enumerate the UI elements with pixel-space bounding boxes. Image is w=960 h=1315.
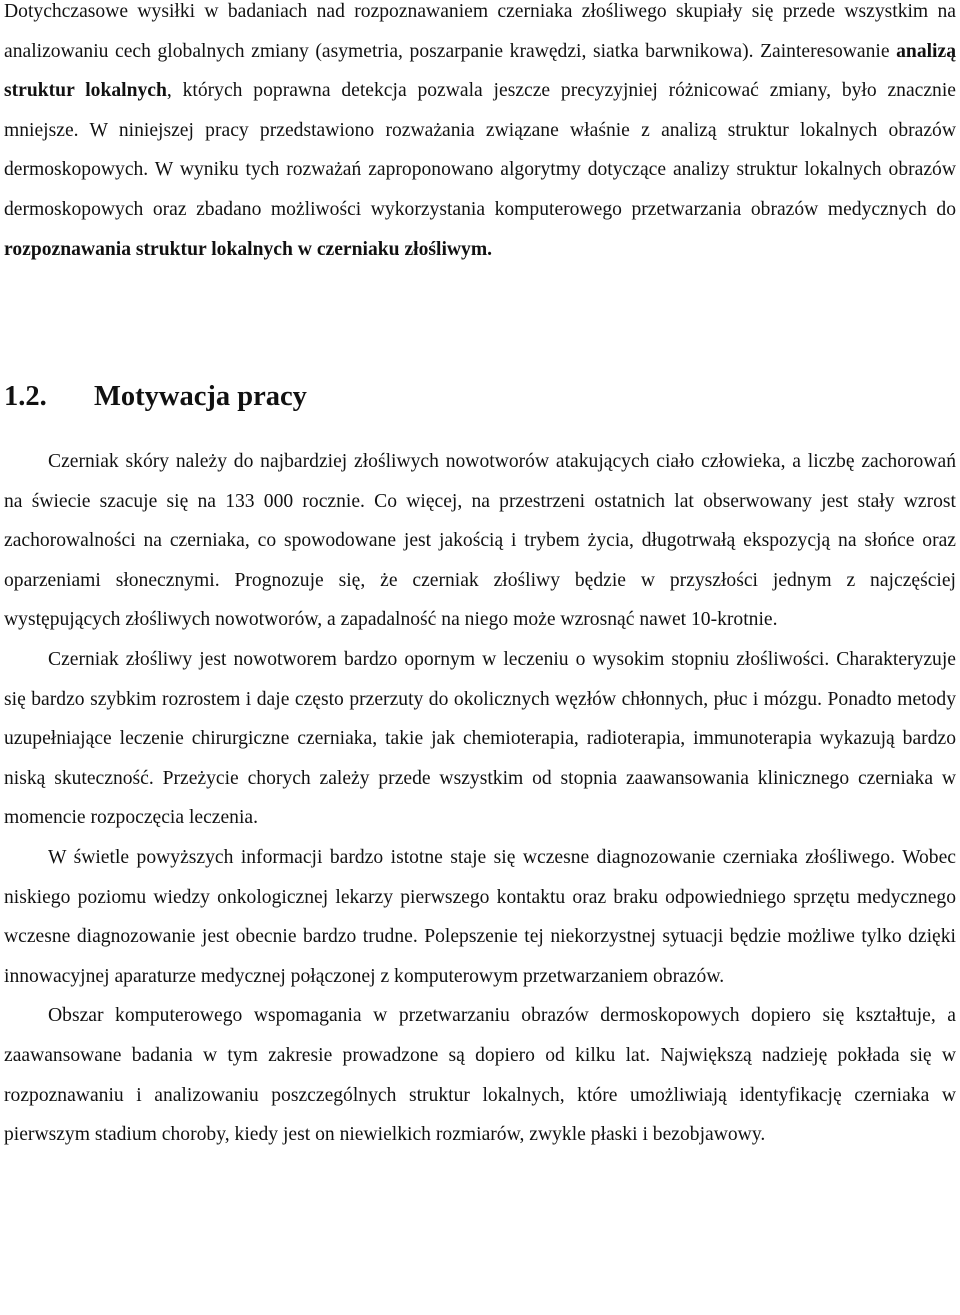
intro-text-1: Dotychczasowe wysiłki w badaniach nad rozpoznawaniem czerniaka złośliwego skupiały się przede wszystkim na analizowaniu cech globalnych zmiany (asymetria, poszarpanie krawędzi, siatka barwnikowa). Zainteresowanie [4, 1, 956, 62]
section-title: Motywacja pracy [94, 381, 307, 412]
section-body [4, 442, 956, 1155]
section-number: 1.2. [4, 381, 47, 412]
paragraph-3: W świetle powyższych informacji bardzo istotne staje się wczesne diagnozowanie czerniaka złośliwego. Wobec niskiego poziomu wiedzy onkologicznej lekarzy pierwszego kontaktu oraz braku odpowiedniego sprzętu medycznego wczesne diagnozowanie jest obecnie bardzo trudne. Polepszenie tej niekorzystnej sytuacji będzie możliwe tylko dzięki innowacyjnej aparaturze medycznej połączonej z komputerowym przetwarzaniem obrazów. [4, 846, 956, 987]
paragraph-4: Obszar komputerowego wspomagania w przetwarzaniu obrazów dermoskopowych dopiero się kształtuje, a zaawansowane badania w tym zakresie prowadzone są dopiero od kilku lat. Największą nadzieję pokłada się w rozpoznawaniu i analizowaniu poszczególnych struktur lokalnych, które umożliwiają identyfikację czerniaka w pierwszym stadium choroby, kiedy jest on niewielkich rozmiarów, zwykle płaski i bezobjawowy. [4, 1005, 956, 1146]
intro-text-2: , których poprawna detekcja pozwala jeszcze precyzyjniej różnicować zmiany, było znacznie mniejsze. W niniejszej pracy przedstawiono rozważania związane właśnie z analizą struktur lokalnych obrazów dermoskopowych. W wyniku tych rozważań zaproponowano algorytmy dotyczące analizy struktur lokalnych obrazów dermoskopowych oraz zbadano możliwości wykorzystania komputerowego przetwarzania obrazów medycznych do [4, 80, 956, 220]
intro-bold-recognition: rozpoznawania struktur lokalnych w czerniaku złośliwym. [4, 238, 493, 260]
intro-paragraph [4, 0, 956, 269]
paragraph-2: Czerniak złośliwy jest nowotworem bardzo opornym w leczeniu o wysokim stopniu złośliwości. Charakteryzuje się bardzo szybkim rozrostem i daje często przerzuty do okolicznych węzłów chłonnych, płuc i mózgu. Ponadto metody uzupełniające leczenie chirurgiczne czerniaka, takie jak chemioterapia, radioterapia, immunoterapia wykazują bardzo niską skuteczność. Przeżycie chorych zależy przede wszystkim od stopnia zaawansowania klinicznego czerniaka w momencie rozpoczęcia leczenia. [4, 648, 956, 829]
intro-bold-local-structures: analizą struktur lokalnych [4, 40, 956, 102]
section-heading [4, 374, 307, 420]
paragraph-1: Czerniak skóry należy do najbardziej złośliwych nowotworów atakujących ciało człowieka, a liczbę zachorowań na świecie szacuje się na 133 000 rocznie. Co więcej, na przestrzeni ostatnich lat obserwowany jest stały wzrost zachorowalności na czerniaka, co spowodowane jest jakością i trybem życia, długotrwałą ekspozycją na słońce oraz oparzeniami słonecznymi. Prognozuje się, że czerniak złośliwy będzie w przyszłości jednym z najczęściej występujących złośliwych nowotworów, a zapadalność na niego może wzrosnąć nawet 10-krotnie. [4, 451, 956, 631]
